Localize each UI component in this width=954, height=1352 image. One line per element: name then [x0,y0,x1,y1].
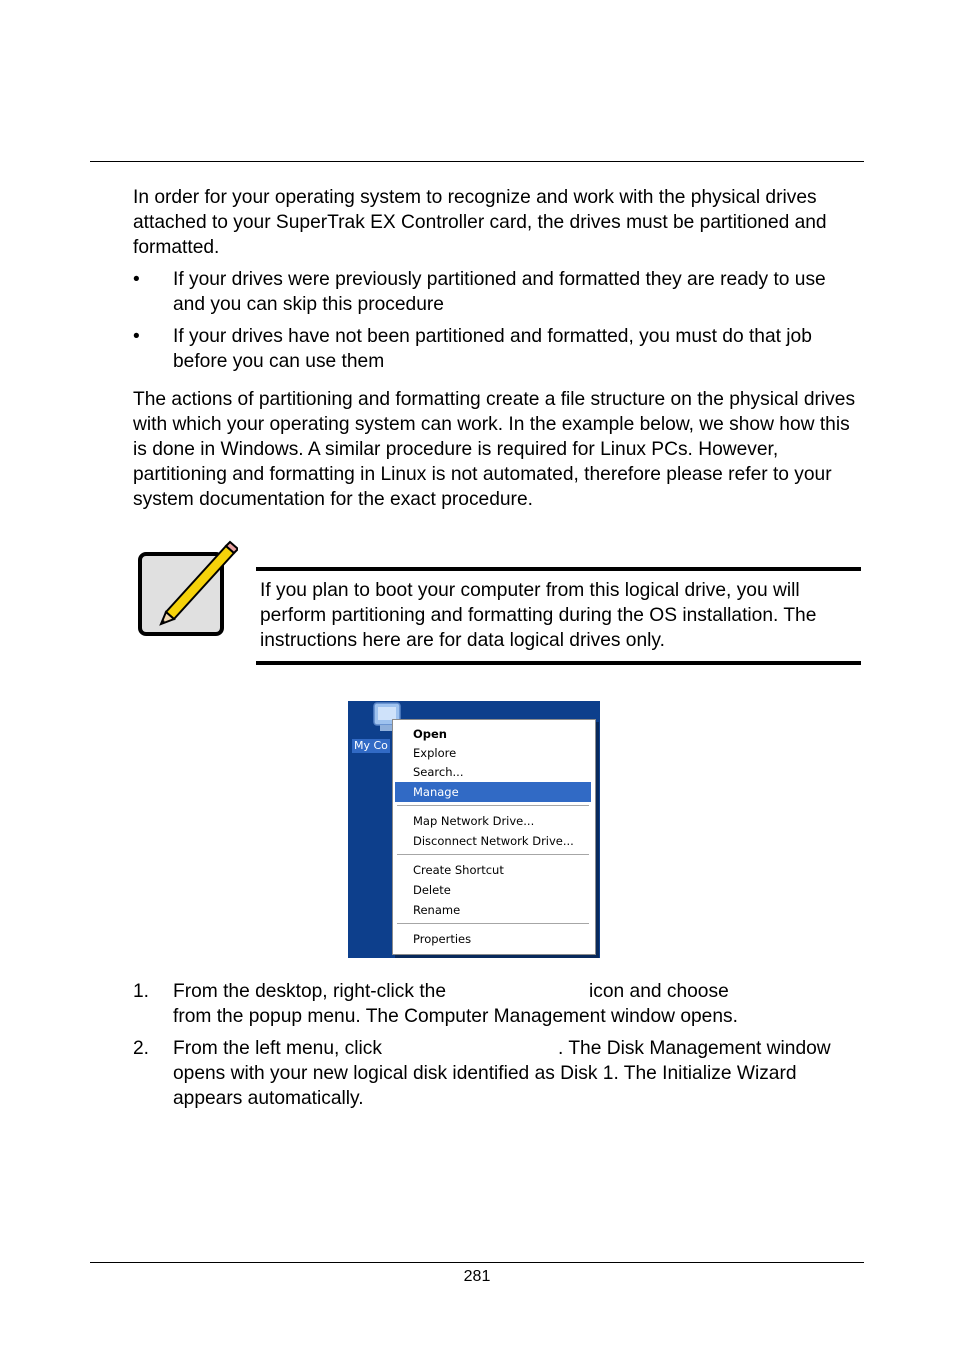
footer-rule [90,1262,864,1263]
step-text [173,979,863,1029]
bullet-text: If your drives were previously partitioned and formatted they are ready to use and you can skip this procedure [173,269,826,315]
bullet-mark: • [133,269,140,290]
context-menu-screenshot [348,701,600,958]
menu-separator [397,854,589,855]
bullet-text: If your drives have not been partitioned and formatted, you must do that job before you can use them [173,326,812,372]
my-computer-label[interactable]: My Co [354,739,388,752]
pencil-note-icon [134,540,238,640]
step-text [173,1036,863,1111]
step-text-part: from the popup menu. The Computer Management window opens. [173,1006,738,1027]
menu-item-delete[interactable]: Delete [413,883,451,897]
context-menu [392,719,596,955]
step-text-part: icon and choose [589,981,729,1002]
page-number: 281 [463,1268,491,1285]
menu-item-rename[interactable]: Rename [413,903,461,917]
note-text: If you plan to boot your computer from this logical drive, you will perform partitioning and formatting during the OS installation. The instructions here are for data logical drives only. [260,580,817,651]
menu-item-create-shortcut[interactable]: Create Shortcut [413,863,504,877]
bullet-mark: • [133,326,140,347]
step-number: 2. [133,1038,150,1059]
menu-item-disconnect-network-drive[interactable]: Disconnect Network Drive... [413,834,574,848]
menu-separator [397,805,589,806]
menu-item-explore[interactable]: Explore [413,746,457,760]
menu-item-map-network-drive[interactable]: Map Network Drive... [413,814,535,828]
menu-item-properties[interactable]: Properties [413,932,472,946]
menu-item-open[interactable]: Open [413,727,447,741]
menu-item-search[interactable]: Search... [413,765,464,779]
explanation-paragraph: The actions of partitioning and formatting create a file structure on the physical drives with which your operating system can work. In the example below, we show how this is done in Windows. A similar procedure is required for Linux PCs. However, partitioning and formatting in Linux is not automated, therefore please refer to your system documentation for the exact procedure. [133,389,856,510]
step-number: 1. [133,981,150,1002]
intro-paragraph: In order for your operating system to recognize and work with the physical drives attached to your SuperTrak EX Controller card, the drives must be partitioned and formatted. [133,187,827,258]
step-text-part: . The Disk Management window opens with your new logical disk identified as Disk 1. The Initialize Wizard appears automatically. [173,1038,831,1109]
note-bottom-rule [256,661,861,665]
menu-separator [397,923,589,924]
header-rule [90,161,864,162]
menu-item-manage[interactable]: Manage [395,782,591,802]
note-top-rule [256,567,861,571]
step-text-part: From the desktop, right-click the [173,981,446,1002]
step-text-part: From the left menu, click [173,1038,382,1059]
